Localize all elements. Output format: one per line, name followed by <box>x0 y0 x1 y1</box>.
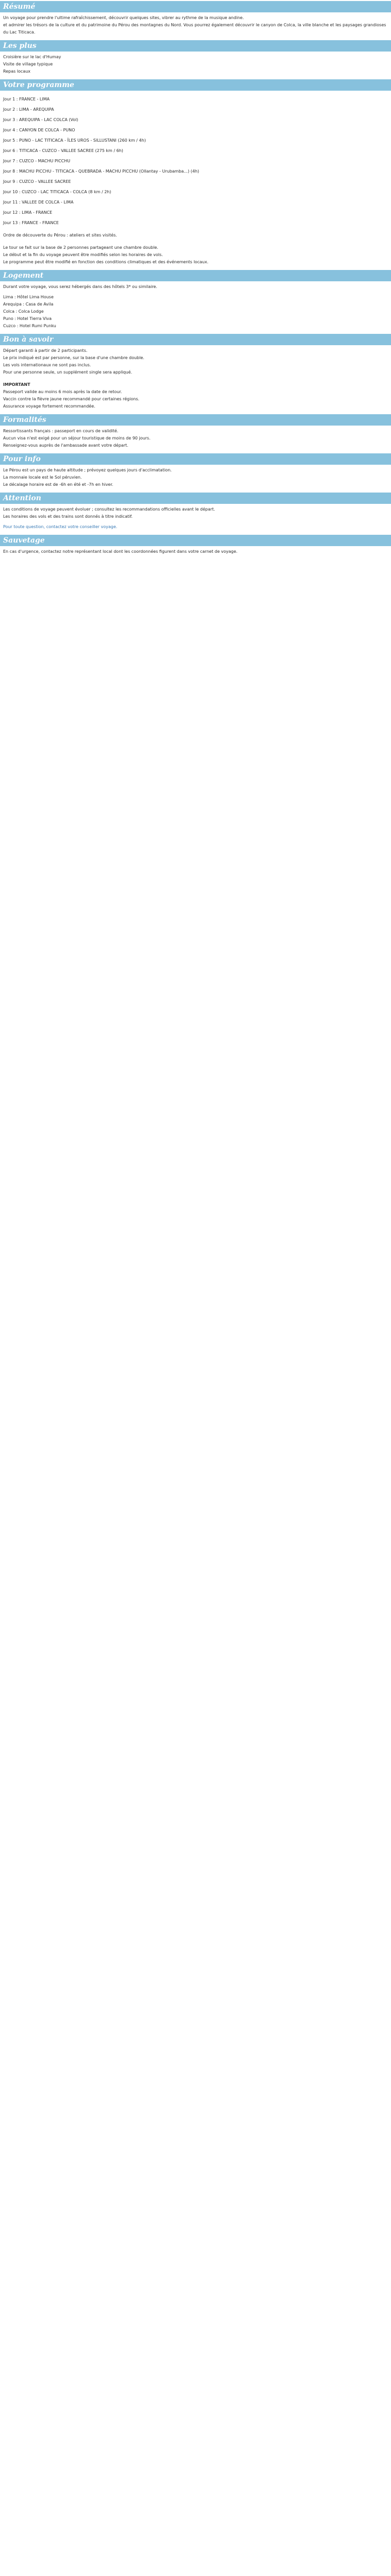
attention-section <box>0 505 391 534</box>
plus-section <box>0 53 391 78</box>
notes-line: Le tour se fait sur la base de 2 personnes partageant une chambre double. <box>3 245 158 250</box>
resume-line: et admirer les trésors de la culture et du patrimoine du Pérou des montagnes du Nord. Vous pourrez également découvrir le canyon de Colca, la ville blanche et les paysages grandioses du Lac Titicaca. <box>3 23 386 35</box>
formalites-line: Renseignez-vous auprès de l'ambassade avant votre départ. <box>3 443 128 448</box>
attention-line: Les conditions de voyage peuvent évoluer ; consultez les recommandations officielles avant le départ. <box>3 507 215 512</box>
section-title-formalites: Formalités <box>0 414 391 426</box>
logement-item: Arequipa : Casa de Avila <box>3 302 54 307</box>
day-label: Jour 7 : CUZCO - MACHU PICCHU <box>3 159 71 163</box>
formalites-line: Aucun visa n'est exigé pour un séjour touristique de moins de 90 jours. <box>3 436 151 440</box>
info-section <box>0 466 391 492</box>
section-title-plus: Les plus <box>0 40 391 52</box>
day-label: Jour 10 : CUZCO - LAC TITICACA - COLCA (8 km / 2h) <box>3 190 111 194</box>
day-label: Jour 9 : CUZCO - VALLEE SACREE <box>3 179 71 184</box>
plus-item: Croisière sur le lac d'Humay <box>3 55 61 59</box>
info-line: La monnaie locale est le Sol péruvien. <box>3 475 82 480</box>
budget-section <box>0 346 391 413</box>
day-label: Jour 13 : FRANCE - FRANCE <box>3 221 59 225</box>
attention-contact-link[interactable]: Pour toute question, contactez votre conseiller voyage. <box>3 524 118 529</box>
plus-item: Repas locaux <box>3 69 31 74</box>
formalites-section <box>0 427 391 452</box>
page <box>0 0 391 558</box>
section-title-budget: Bon à savoir <box>0 334 391 345</box>
logement-item: Lima : Hôtel Lima House <box>3 295 54 299</box>
resume-section <box>0 13 391 39</box>
formalites-line: Ressortissants français : passeport en cours de validité. <box>3 429 119 433</box>
info-line: Le décalage horaire est de -6h en été et -7h en hiver. <box>3 482 113 487</box>
section-title-sauvetage: Sauvetage <box>0 535 391 546</box>
sauvetage-line: En cas d'urgence, contactez notre représentant local dont les coordonnées figurent dans votre carnet de voyage. <box>3 549 238 554</box>
attention-line: Les horaires des vols et des trains sont donnés à titre indicatif. <box>3 514 133 519</box>
day-label: Jour 1 : FRANCE - LIMA <box>3 97 50 101</box>
plus-item: Visite de village typique <box>3 62 53 66</box>
resume-line: Un voyage pour prendre l'ultime rafraîchissement, découvrir quelques sites, vibrer au rythme de la musique andine. <box>3 15 244 20</box>
section-title-resume: Résumé <box>0 1 391 12</box>
programme-section <box>0 92 391 269</box>
important-line: Vaccin contre la fièvre jaune recommandé pour certaines régions. <box>3 397 140 401</box>
sauvetage-section <box>0 547 391 558</box>
logement-intro: Durant votre voyage, vous serez hébergés dans des hôtels 3* ou similaire. <box>3 284 157 289</box>
budget-line: Pour une personne seule, un supplément single sera appliqué. <box>3 370 133 375</box>
notes-line: Le début et la fin du voyage peuvent être modifiés selon les horaires de vols. <box>3 252 163 257</box>
section-title-info: Pour info <box>0 453 391 465</box>
day-label: Jour 4 : CANYON DE COLCA - PUNO <box>3 128 75 132</box>
day-label: Jour 3 : AREQUIPA - LAC COLCA (Vol) <box>3 117 78 122</box>
important-line: Assurance voyage fortement recommandée. <box>3 404 95 409</box>
logement-item: Cuzco : Hotel Rumi Punku <box>3 324 56 328</box>
logement-item: Puno : Hotel Tierra Viva <box>3 316 52 321</box>
important-heading: IMPORTANT <box>3 382 30 387</box>
section-title-attention: Attention <box>0 493 391 504</box>
important-line: Passeport valide au moins 6 mois après la date de retour. <box>3 389 122 394</box>
budget-line: Le prix indiqué est par personne, sur la base d'une chambre double. <box>3 355 144 360</box>
budget-line: Les vols internationaux ne sont pas inclus. <box>3 363 91 367</box>
section-title-logement: Logement <box>0 270 391 281</box>
day-label: Jour 2 : LIMA - AREQUIPA <box>3 107 54 112</box>
day-label: Jour 11 : VALLEE DE COLCA - LIMA <box>3 200 74 205</box>
programme-note: Ordre de découverte du Pérou : ateliers et sites visités. <box>3 233 117 238</box>
day-label: Jour 6 : TITICACA - CUZCO - VALLEE SACREE (275 km / 6h) <box>3 148 123 153</box>
notes-line: Le programme peut être modifié en fonction des conditions climatiques et des événements locaux. <box>3 260 209 264</box>
logement-section <box>0 282 391 333</box>
day-label: Jour 12 : LIMA - FRANCE <box>3 210 53 215</box>
info-line: Le Pérou est un pays de haute altitude ; prévoyez quelques jours d'acclimatation. <box>3 468 172 472</box>
section-title-programme: Votre programme <box>0 79 391 91</box>
logement-item: Colca : Colca Lodge <box>3 309 44 314</box>
day-label: Jour 5 : PUNO - LAC TITICACA - ÎLES UROS - SILLUSTANI (260 km / 4h) <box>3 138 146 143</box>
budget-line: Départ garanti à partir de 2 participants. <box>3 348 88 353</box>
day-label: Jour 8 : MACHU PICCHU - TITICACA - QUEBRADA - MACHU PICCHU (Ollantay - Urubamba...) (4h) <box>3 169 200 174</box>
